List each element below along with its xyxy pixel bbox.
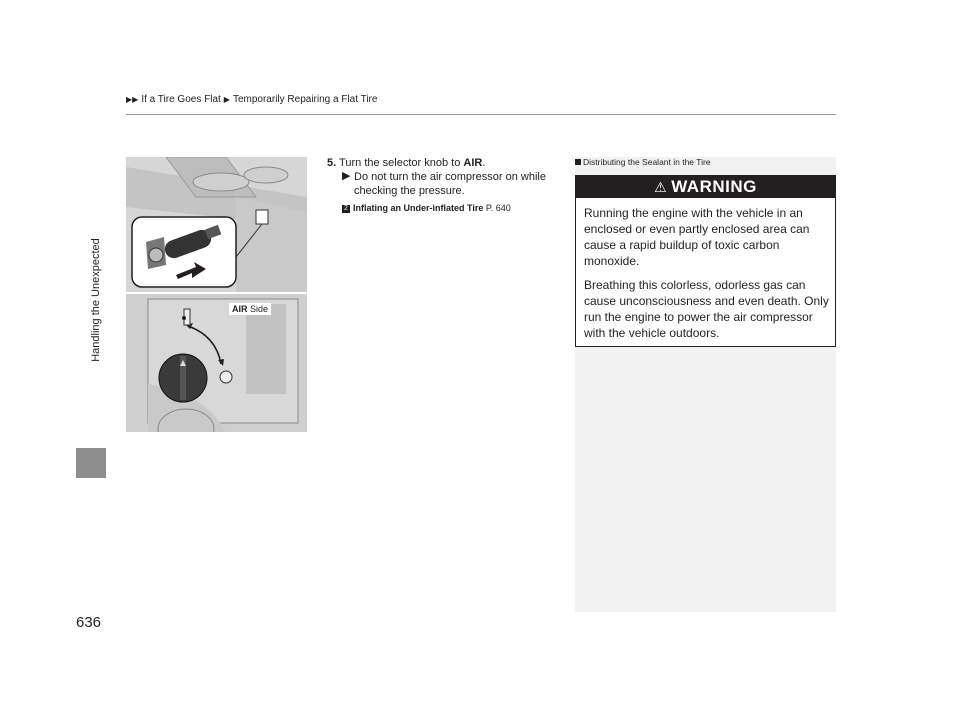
cross-reference[interactable] — [342, 203, 511, 213]
section-tab-marker — [76, 448, 106, 478]
console-illustration — [126, 157, 307, 292]
step-text: Turn the selector knob to — [339, 157, 464, 169]
breadcrumb-arrow-icon: ▶ — [223, 95, 230, 104]
sub-step-text: Do not turn the air compressor on while checking the pressure. — [354, 171, 546, 197]
page-number: 636 — [76, 614, 102, 631]
warning-box — [575, 175, 836, 347]
reference-icon: 2 — [342, 205, 350, 213]
note-title: Distributing the Sealant in the Tire — [583, 157, 711, 167]
air-side-callout — [229, 303, 271, 315]
warning-header — [576, 176, 835, 198]
step-bold: AIR — [463, 157, 483, 169]
breadcrumb-arrow-icon: ▶▶ — [126, 95, 139, 104]
breadcrumb-item: Temporarily Repairing a Flat Tire — [232, 94, 378, 105]
sub-bullet-arrow-icon: ▶ — [342, 170, 351, 182]
reference-page[interactable]: P. 640 — [485, 203, 511, 213]
reference-title[interactable]: Inflating an Under-inflated Tire — [353, 203, 484, 213]
illustration — [126, 157, 307, 432]
warning-label: WARNING — [671, 177, 757, 196]
warning-triangle-icon: ⚠ — [654, 178, 668, 195]
warning-paragraph: Breathing this colorless, odorless gas can cause unconsciousness and even death. Only run the engine to power the air compressor with the vehicle outdoors. — [584, 278, 829, 340]
note-marker-icon — [575, 159, 581, 165]
callout-bold: AIR — [232, 304, 248, 314]
note-header — [575, 157, 711, 167]
step-5 — [327, 156, 567, 170]
section-tab-label: Handling the Unexpected — [90, 238, 102, 362]
header-divider — [126, 114, 836, 115]
callout-text: Side — [247, 304, 269, 314]
step-number: 5. — [327, 157, 337, 169]
selector-knob-illustration — [126, 294, 307, 432]
step-text-end: . — [482, 157, 486, 169]
section-tab — [86, 160, 106, 440]
breadcrumb-item: If a Tire Goes Flat — [141, 94, 221, 105]
breadcrumb — [126, 94, 377, 105]
warning-paragraph: Running the engine with the vehicle in an enclosed or even partly enclosed area can cause a rapid buildup of toxic carbon monoxide. — [584, 206, 810, 268]
